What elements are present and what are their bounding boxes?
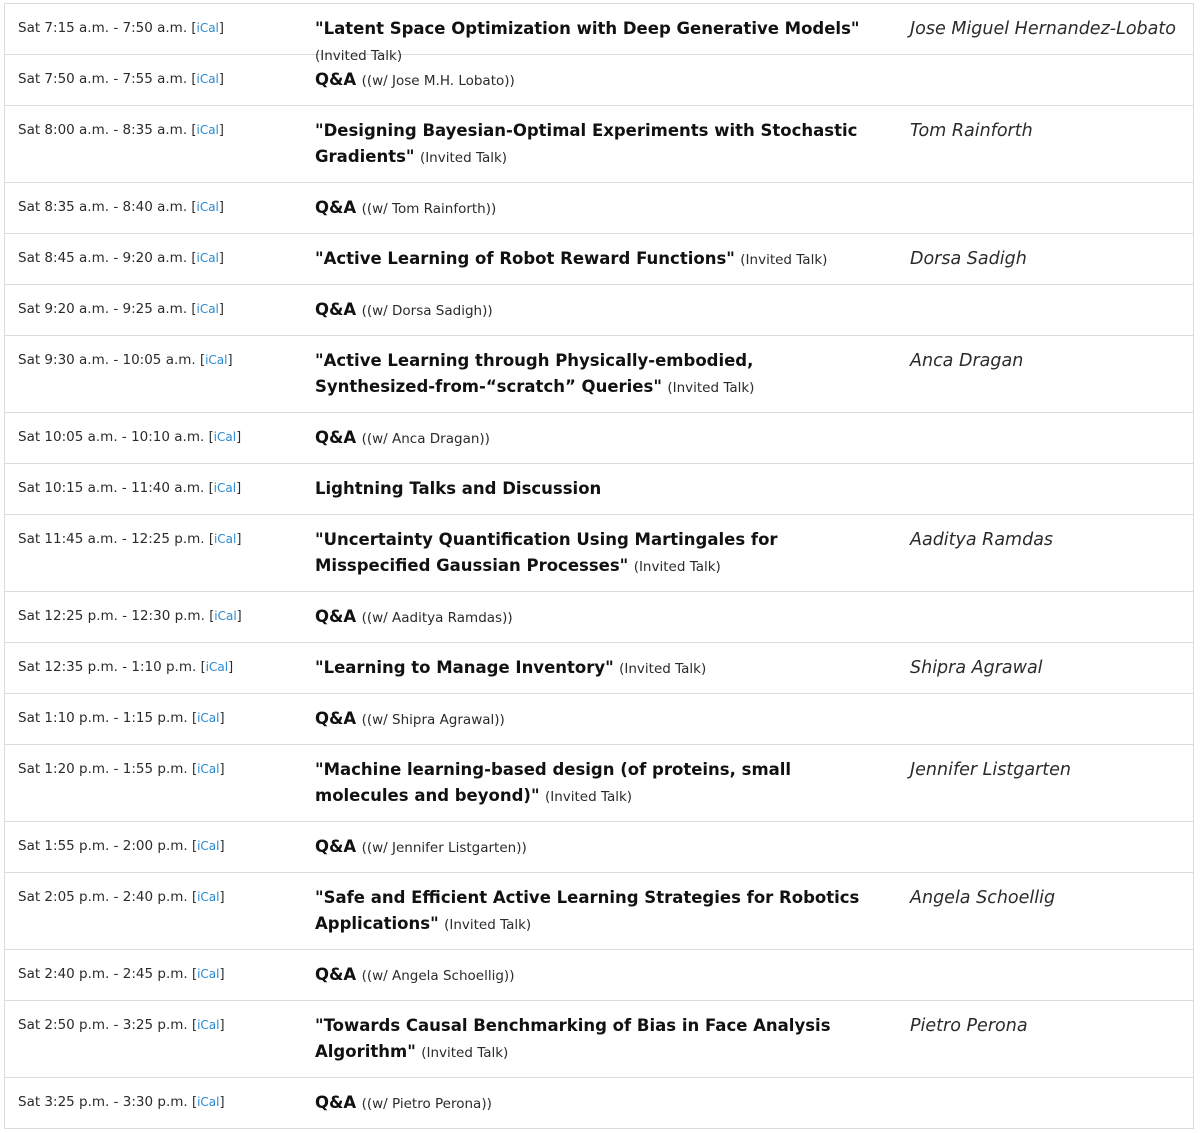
session-type: (Invited Talk) xyxy=(740,252,828,268)
schedule-row xyxy=(4,234,1194,285)
ical-link[interactable]: iCal xyxy=(197,890,220,904)
session-title: "Safe and Efficient Active Learning Strategies for Robotics Applications" xyxy=(315,888,860,933)
session-time: Sat 8:35 a.m. - 8:40 a.m. [iCal] xyxy=(18,199,224,215)
session-note: ((w/ Tom Rainforth)) xyxy=(361,201,497,217)
session-title-cell xyxy=(315,476,875,503)
ical-link[interactable]: iCal xyxy=(196,251,219,265)
schedule-row xyxy=(4,745,1194,822)
speaker-name: Jennifer Listgarten xyxy=(910,760,1071,780)
ical-link[interactable]: iCal xyxy=(213,532,237,546)
session-title: Q&A xyxy=(315,300,357,319)
session-note: ((w/ Jose M.H. Lobato)) xyxy=(361,73,515,89)
schedule-row xyxy=(4,55,1194,106)
session-type: (Invited Talk) xyxy=(444,917,532,933)
session-time: Sat 1:20 p.m. - 1:55 p.m. [iCal] xyxy=(18,761,225,777)
session-time: Sat 9:30 a.m. - 10:05 a.m. [iCal] xyxy=(18,352,233,368)
session-title-cell xyxy=(315,706,875,733)
session-note: ((w/ Pietro Perona)) xyxy=(361,1096,492,1112)
session-title: "Latent Space Optimization with Deep Generative Models" xyxy=(315,19,860,38)
session-time: Sat 8:45 a.m. - 9:20 a.m. [iCal] xyxy=(18,250,224,266)
session-title: Q&A xyxy=(315,965,357,984)
session-time: Sat 1:55 p.m. - 2:00 p.m. [iCal] xyxy=(18,838,225,854)
speaker-name: Dorsa Sadigh xyxy=(910,249,1027,269)
schedule-row xyxy=(4,1001,1194,1078)
session-title: "Machine learning-based design (of proteins, small molecules and beyond)" xyxy=(315,760,792,805)
session-type: (Invited Talk) xyxy=(619,661,707,677)
ical-link[interactable]: iCal xyxy=(214,609,237,623)
session-time: Sat 9:20 a.m. - 9:25 a.m. [iCal] xyxy=(18,301,224,317)
session-note: ((w/ Angela Schoellig)) xyxy=(361,968,515,984)
session-title-cell xyxy=(315,1090,875,1117)
ical-link[interactable]: iCal xyxy=(196,302,219,316)
session-title: "Towards Causal Benchmarking of Bias in Face Analysis Algorithm" xyxy=(315,1016,831,1061)
session-type: (Invited Talk) xyxy=(421,1045,509,1061)
session-type: (Invited Talk) xyxy=(667,380,755,396)
session-title: Lightning Talks and Discussion xyxy=(315,479,602,498)
ical-link[interactable]: iCal xyxy=(197,967,220,981)
ical-link[interactable]: iCal xyxy=(197,762,220,776)
session-title-cell xyxy=(315,655,875,682)
session-time: Sat 3:25 p.m. - 3:30 p.m. [iCal] xyxy=(18,1094,225,1110)
session-note: ((w/ Shipra Agrawal)) xyxy=(361,712,505,728)
schedule-row xyxy=(4,950,1194,1001)
schedule-row xyxy=(4,336,1194,413)
session-type: (Invited Talk) xyxy=(633,559,721,575)
schedule-row xyxy=(4,106,1194,183)
session-title: Q&A xyxy=(315,709,357,728)
schedule-row xyxy=(4,413,1194,464)
session-title: Q&A xyxy=(315,837,357,856)
session-time: Sat 11:45 a.m. - 12:25 p.m. [iCal] xyxy=(18,531,242,547)
session-title-cell xyxy=(315,834,875,861)
session-title-cell xyxy=(315,246,875,273)
session-title-cell xyxy=(315,118,875,171)
session-type: (Invited Talk) xyxy=(315,48,403,64)
session-title: Q&A xyxy=(315,607,357,626)
session-title-cell xyxy=(315,962,875,989)
schedule-table xyxy=(4,3,1194,1129)
session-time: Sat 10:15 a.m. - 11:40 a.m. [iCal] xyxy=(18,480,242,496)
session-title: "Uncertainty Quantification Using Martingales for Misspecified Gaussian Processes" xyxy=(315,530,778,575)
speaker-name: Angela Schoellig xyxy=(910,888,1056,908)
session-type: (Invited Talk) xyxy=(544,789,633,805)
session-time: Sat 8:00 a.m. - 8:35 a.m. [iCal] xyxy=(18,122,224,138)
session-title-cell xyxy=(315,425,875,452)
session-title: "Active Learning through Physically-embodied, Synthesized-from-“scratch” Queries" xyxy=(315,351,754,396)
schedule-row xyxy=(4,464,1194,515)
session-title: Q&A xyxy=(315,70,357,89)
schedule-row xyxy=(4,183,1194,234)
session-time: Sat 12:25 p.m. - 12:30 p.m. [iCal] xyxy=(18,608,242,624)
schedule-row xyxy=(4,873,1194,950)
session-note: ((w/ Anca Dragan)) xyxy=(361,431,490,447)
session-time: Sat 1:10 p.m. - 1:15 p.m. [iCal] xyxy=(18,710,225,726)
schedule-row xyxy=(4,1078,1194,1129)
speaker-name: Anca Dragan xyxy=(910,351,1024,371)
session-note: ((w/ Dorsa Sadigh)) xyxy=(361,303,493,319)
session-note: ((w/ Aaditya Ramdas)) xyxy=(361,610,513,626)
session-title: Q&A xyxy=(315,198,357,217)
session-title-cell xyxy=(315,195,875,222)
session-title-cell xyxy=(315,297,875,324)
ical-link[interactable]: iCal xyxy=(213,430,237,444)
session-time: Sat 7:15 a.m. - 7:50 a.m. [iCal] xyxy=(18,20,224,36)
session-title-cell xyxy=(315,527,875,580)
ical-link[interactable]: iCal xyxy=(197,1018,220,1032)
session-note: ((w/ Jennifer Listgarten)) xyxy=(361,840,527,856)
schedule-row xyxy=(4,694,1194,745)
session-time: Sat 2:40 p.m. - 2:45 p.m. [iCal] xyxy=(18,966,225,982)
schedule-row xyxy=(4,285,1194,336)
session-title: "Active Learning of Robot Reward Functions" xyxy=(315,249,735,268)
schedule-row xyxy=(4,592,1194,643)
speaker-name: Shipra Agrawal xyxy=(910,658,1043,678)
speaker-name: Pietro Perona xyxy=(910,1016,1028,1036)
session-time: Sat 10:05 a.m. - 10:10 a.m. [iCal] xyxy=(18,429,242,445)
session-type: (Invited Talk) xyxy=(419,150,508,166)
session-title: Q&A xyxy=(315,1093,357,1112)
ical-link[interactable]: iCal xyxy=(197,839,220,853)
ical-link[interactable]: iCal xyxy=(196,72,219,86)
session-title-cell xyxy=(315,885,875,938)
ical-link[interactable]: iCal xyxy=(205,353,228,367)
session-time: Sat 12:35 p.m. - 1:10 p.m. [iCal] xyxy=(18,659,234,675)
ical-link[interactable]: iCal xyxy=(196,21,219,35)
session-title-cell xyxy=(315,757,875,810)
ical-link[interactable]: iCal xyxy=(205,660,229,674)
ical-link[interactable]: iCal xyxy=(196,200,219,214)
session-title-cell xyxy=(315,1013,875,1066)
session-title: Q&A xyxy=(315,428,357,447)
speaker-name: Aaditya Ramdas xyxy=(910,530,1054,550)
session-title-cell xyxy=(315,348,875,401)
session-time: Sat 2:50 p.m. - 3:25 p.m. [iCal] xyxy=(18,1017,225,1033)
ical-link[interactable]: iCal xyxy=(197,1095,220,1109)
schedule-row xyxy=(4,643,1194,694)
session-time: Sat 7:50 a.m. - 7:55 a.m. [iCal] xyxy=(18,71,224,87)
session-title-cell xyxy=(315,67,875,94)
session-title: "Designing Bayesian-Optimal Experiments with Stochastic Gradients" xyxy=(315,121,858,166)
schedule-row xyxy=(4,4,1194,64)
speaker-name: Tom Rainforth xyxy=(910,121,1033,141)
session-time: Sat 2:05 p.m. - 2:40 p.m. [iCal] xyxy=(18,889,225,905)
ical-link[interactable]: iCal xyxy=(213,481,237,495)
schedule-row xyxy=(4,822,1194,873)
session-title-cell xyxy=(315,604,875,631)
ical-link[interactable]: iCal xyxy=(197,711,220,725)
ical-link[interactable]: iCal xyxy=(196,123,219,137)
speaker-name: Jose Miguel Hernandez-Lobato xyxy=(910,19,1176,39)
session-title: "Learning to Manage Inventory" xyxy=(315,658,614,677)
schedule-row xyxy=(4,515,1194,592)
